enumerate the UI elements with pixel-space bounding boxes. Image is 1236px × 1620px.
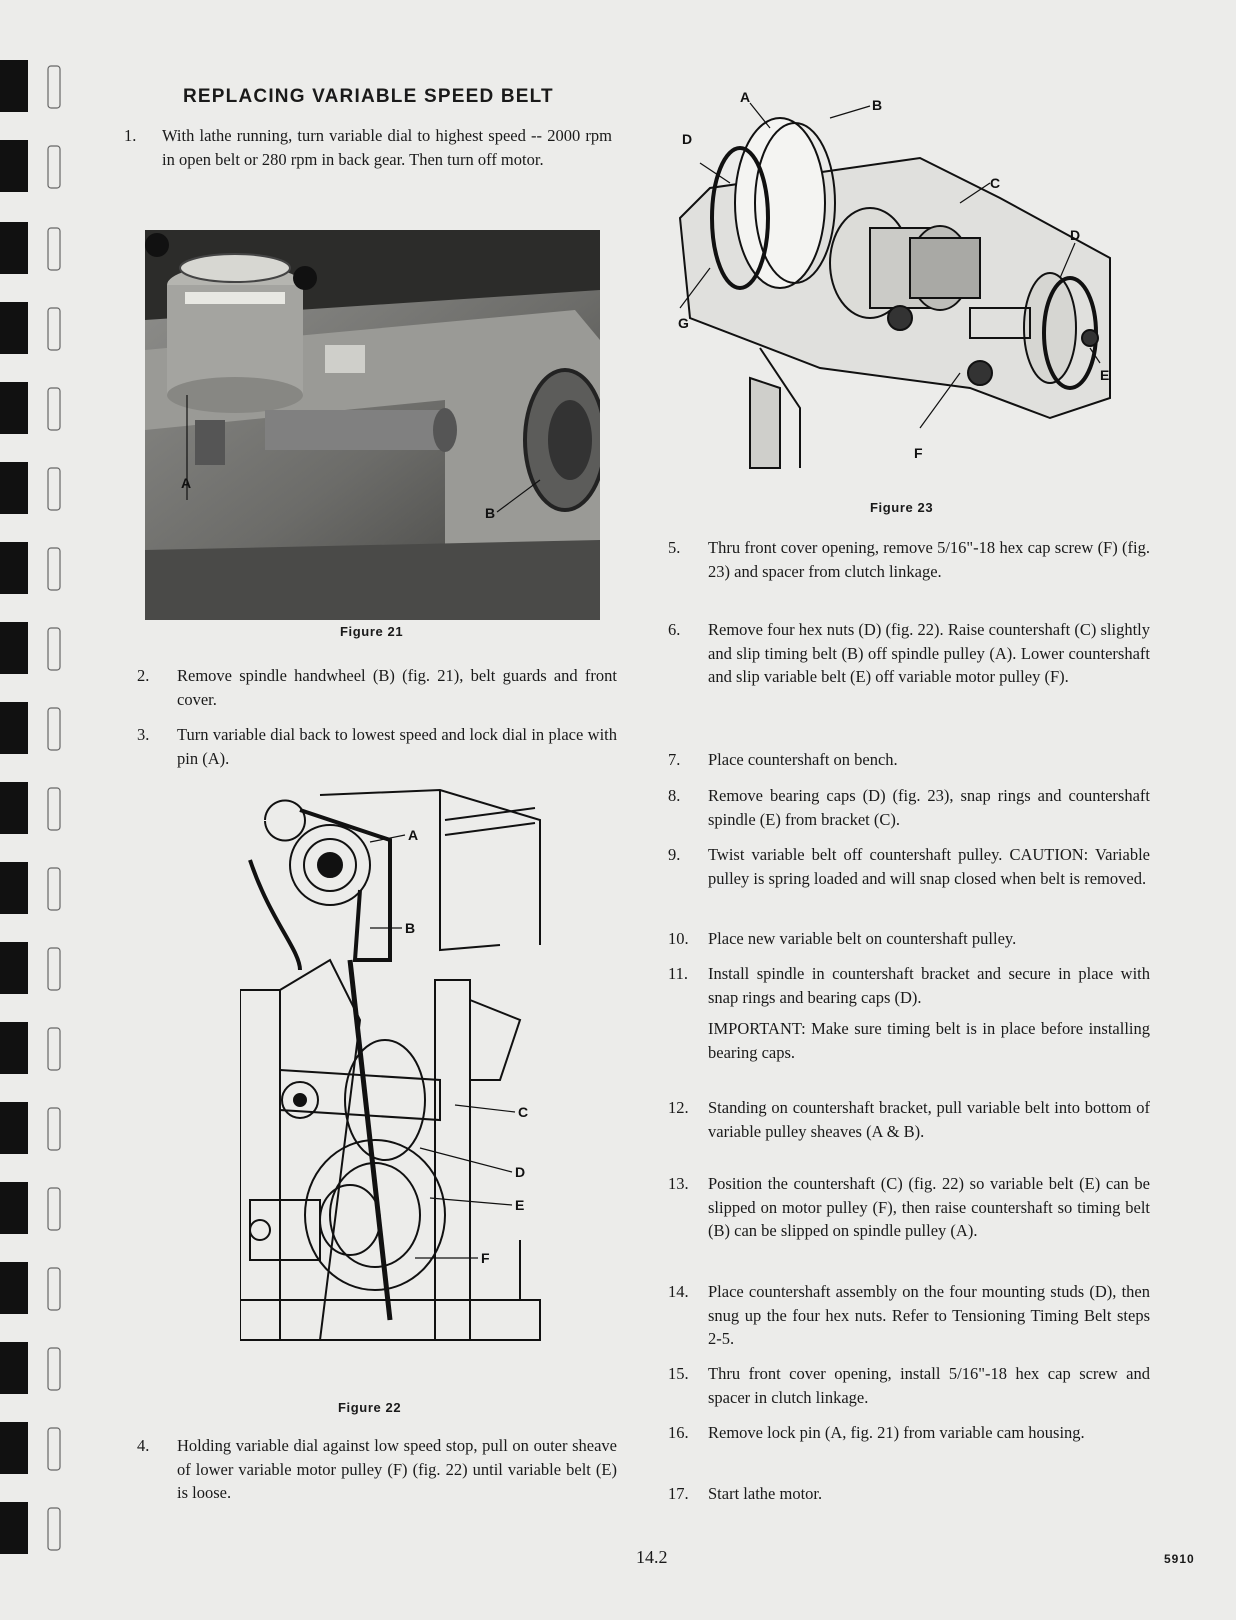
fig22-label-d: D [515, 1164, 526, 1180]
fig23-label-c: C [990, 175, 1001, 191]
step-number: 12. [668, 1098, 689, 1117]
figure-21-caption: Figure 21 [340, 624, 404, 639]
step-12 [668, 1096, 1150, 1144]
step-text: Place countershaft on bench. [708, 750, 898, 769]
step-number: 17. [668, 1484, 689, 1503]
figure-21-photo [145, 230, 600, 620]
step-text: Thru front cover opening, install 5/16"-18 hex cap screw and spacer in clutch linkage. [708, 1364, 1150, 1407]
step-text: Start lathe motor. [708, 1484, 823, 1503]
step-4 [137, 1434, 617, 1506]
step-text: Standing on countershaft bracket, pull variable belt into bottom of variable pulley sheaves (A & B). [708, 1098, 1150, 1141]
fig22-label-f: F [481, 1250, 490, 1266]
fig21-label-a: A [181, 475, 192, 491]
step-text: Place countershaft assembly on the four mounting studs (D), then snug up the four hex nuts. Refer to Tensioning Timing Belt steps 2-5. [708, 1282, 1150, 1348]
step-number: 13. [668, 1174, 689, 1193]
step-text-block [708, 962, 1150, 1064]
step-text: Remove bearing caps (D) (fig. 23), snap rings and countershaft spindle (E) from bracket (C). [708, 786, 1150, 829]
step-10 [668, 927, 1150, 951]
figure-22-caption: Figure 22 [338, 1400, 402, 1415]
step-text: Holding variable dial against low speed stop, pull on outer sheave of lower variable motor pulley (F) (fig. 22) until variable belt (E) is loose. [177, 1436, 617, 1502]
fig23-label-d-right: D [1070, 227, 1081, 243]
step-number: 5. [668, 538, 681, 557]
fig23-label-g: G [678, 315, 689, 331]
page-number: 14.2 [636, 1547, 668, 1567]
step-number: 2. [137, 666, 150, 685]
step-8 [668, 784, 1150, 832]
step-number: 10. [668, 929, 689, 948]
fig23-label-b: B [872, 97, 883, 113]
step-1 [124, 124, 612, 196]
step-text: Turn variable dial back to lowest speed and lock dial in place with pin (A). [177, 725, 617, 768]
step-number: 6. [668, 620, 681, 639]
step-text: With lathe running, turn variable dial to highest speed -- 2000 rpm in open belt or 280 rpm in back gear. Then turn off motor. [162, 126, 612, 169]
page-title: REPLACING VARIABLE SPEED BELT [183, 86, 554, 107]
step-number: 9. [668, 845, 681, 864]
fig23-label-e: E [1100, 367, 1110, 383]
step-number: 11. [668, 964, 689, 983]
step-text: Position the countershaft (C) (fig. 22) so variable belt (E) can be slipped on motor pulley (F), then raise countershaft so timing belt (B) can be slipped on spindle pulley (A). [708, 1174, 1150, 1240]
step-16 [668, 1421, 1150, 1469]
figure-23-drawing [670, 88, 1150, 488]
step-number: 1. [124, 126, 137, 145]
step-7 [668, 748, 1150, 772]
step-14 [668, 1280, 1150, 1352]
step-number: 3. [137, 725, 150, 744]
step-3 [137, 723, 617, 771]
step-number: 16. [668, 1423, 689, 1442]
step-15 [668, 1362, 1150, 1410]
step-number: 14. [668, 1282, 689, 1301]
step-text: Thru front cover opening, remove 5/16"-18 hex cap screw (F) (fig. 23) and spacer from clutch linkage. [708, 538, 1150, 581]
fig23-label-f: F [914, 445, 923, 461]
step-11 [668, 962, 1150, 1072]
step-text: Remove lock pin (A, fig. 21) from variable cam housing. [708, 1423, 1085, 1442]
step-text: Twist variable belt off countershaft pulley. CAUTION: Variable pulley is spring loaded and will snap closed when belt is removed. [708, 845, 1150, 888]
step-text: Place new variable belt on countershaft pulley. [708, 929, 1017, 948]
binding-holes [0, 0, 70, 1620]
fig22-label-b: B [405, 920, 416, 936]
step-2 [137, 664, 617, 712]
document-code: 5910 [1164, 1552, 1195, 1566]
fig22-label-c: C [518, 1104, 529, 1120]
fig22-label-e: E [515, 1197, 525, 1213]
step-13 [668, 1172, 1150, 1268]
step-note: IMPORTANT: Make sure timing belt is in place before installing bearing caps. [708, 1019, 1150, 1062]
step-number: 4. [137, 1436, 150, 1455]
step-text: Remove four hex nuts (D) (fig. 22). Raise countershaft (C) slightly and slip timing belt (B) off spindle pulley (A). Lower countershaft and slip variable belt (E) off variable motor pulley (F). [708, 620, 1150, 686]
step-number: 8. [668, 786, 681, 805]
step-text: Install spindle in countershaft bracket and secure in place with snap rings and bearing caps (D). [708, 964, 1150, 1007]
figure-22-drawing [240, 780, 550, 1345]
fig23-label-d-left: D [682, 131, 693, 147]
step-9 [668, 843, 1150, 915]
step-6 [668, 618, 1150, 714]
fig22-label-a: A [408, 827, 419, 843]
step-5 [668, 536, 1150, 608]
step-number: 15. [668, 1364, 689, 1383]
step-number: 7. [668, 750, 681, 769]
step-text: Remove spindle handwheel (B) (fig. 21), belt guards and front cover. [177, 666, 617, 709]
fig21-label-b: B [485, 505, 496, 521]
fig23-label-a: A [740, 89, 751, 105]
step-17 [668, 1482, 1150, 1506]
figure-23-caption: Figure 23 [870, 500, 934, 515]
